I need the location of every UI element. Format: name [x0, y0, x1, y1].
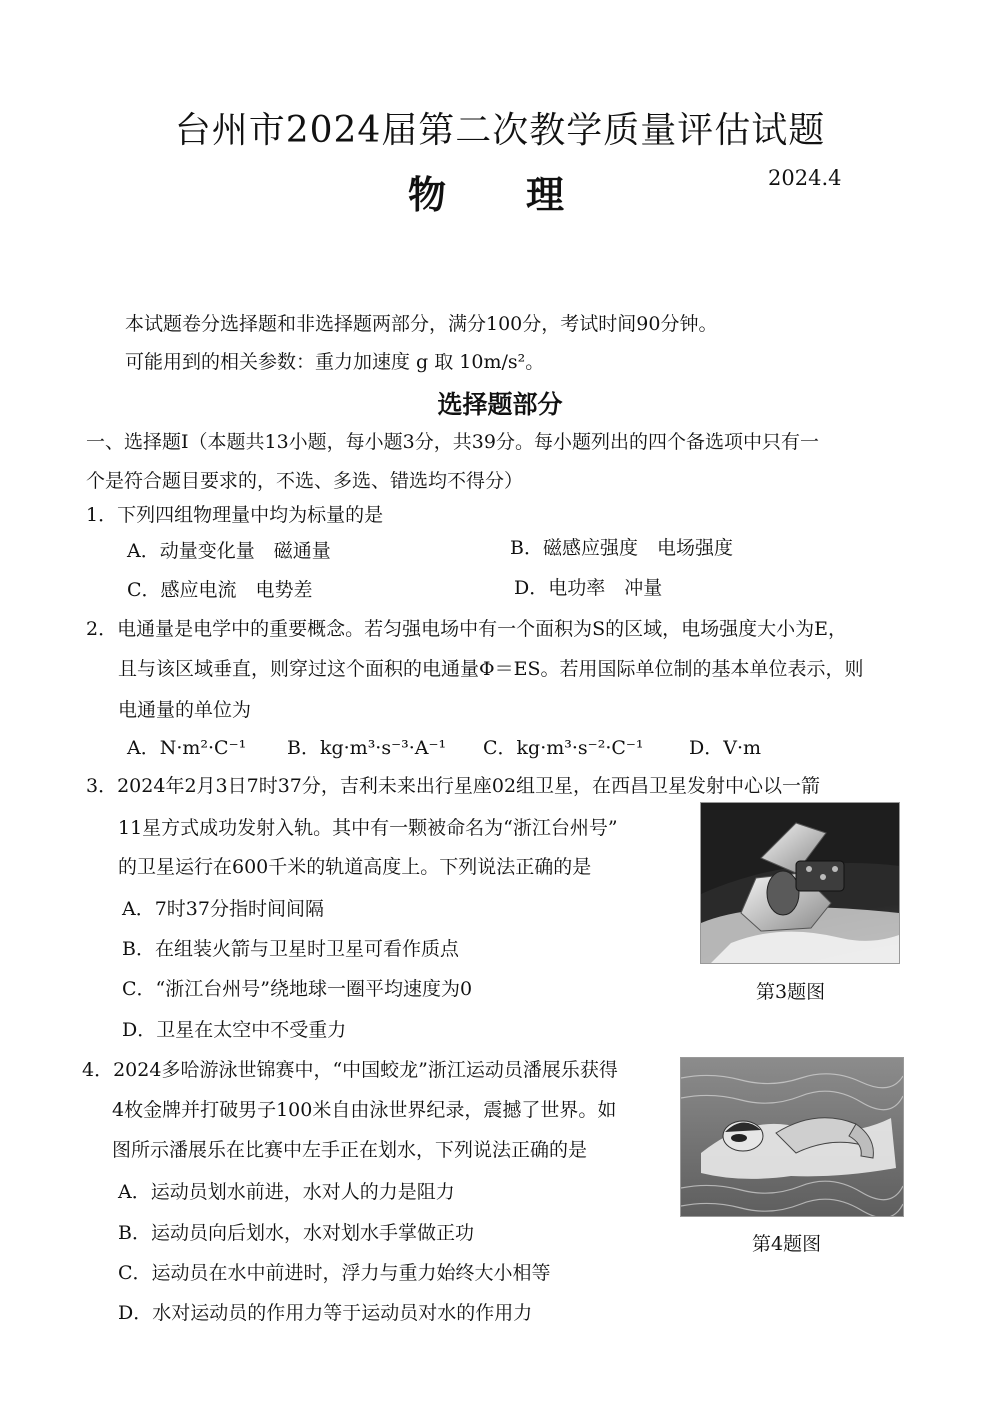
q1-stem: 1．下列四组物理量中均为标量的是 [86, 504, 384, 526]
q1-option-d: D．电功率 冲量 [514, 577, 663, 599]
part-heading-line-1: 一、选择题Ⅰ（本题共13小题，每小题3分，共39分。每小题列出的四个备选项中只有一 [86, 431, 819, 453]
q3-option-d: D．卫星在太空中不受重力 [122, 1019, 347, 1041]
subject-title [408, 164, 564, 219]
q4-figure-caption: 第4题图 [752, 1233, 822, 1255]
q3-option-b: B．在组装火箭与卫星时卫星可看作质点 [122, 938, 459, 960]
part-heading-line-2: 个是符合题目要求的，不选、多选、错选均不得分） [86, 470, 524, 492]
q3-satellite-figure [700, 802, 900, 964]
section-title: 选择题部分 [437, 390, 563, 419]
q2-stem-line-2: 且与该区域垂直，则穿过这个面积的电通量Φ＝ES。若用国际单位制的基本单位表示，则 [118, 658, 864, 680]
q3-option-c: C．“浙江台州号”绕地球一圈平均速度为0 [122, 978, 473, 1000]
q3-stem-line-1: 3．2024年2月3日7时37分，吉利未来出行星座02组卫星，在西昌卫星发射中心以一箭 [86, 775, 821, 797]
q1-option-c: C．感应电流 电势差 [127, 579, 313, 601]
q3-option-a: A．7时37分指时间间隔 [122, 898, 324, 920]
intro-line-1: 本试题卷分选择题和非选择题两部分，满分100分，考试时间90分钟。 [125, 313, 718, 335]
q2-stem-line-1: 2．电通量是电学中的重要概念。若匀强电场中有一个面积为S的区域，电场强度大小为E， [86, 618, 847, 640]
exam-date: 2024.4 [768, 166, 842, 190]
q4-option-b: B．运动员向后划水，水对划水手掌做正功 [118, 1222, 474, 1244]
swimmer-image [681, 1058, 903, 1216]
intro-line-2: 可能用到的相关参数：重力加速度 g 取 10m/s²。 [125, 351, 545, 373]
q1-option-b: B．磁感应强度 电场强度 [510, 537, 733, 559]
q4-option-c: C．运动员在水中前进时，浮力与重力始终大小相等 [118, 1262, 551, 1284]
q3-stem-line-2: 11星方式成功发射入轨。其中有一颗被命名为“浙江台州号” [118, 817, 618, 839]
q2-option-d: D．V·m [689, 737, 762, 759]
q1-option-a: A．动量变化量 磁通量 [127, 540, 331, 562]
q2-option-c: C．kg·m³·s⁻²·C⁻¹ [483, 737, 644, 759]
q2-option-a: A．N·m²·C⁻¹ [127, 737, 247, 759]
q2-stem-line-3: 电通量的单位为 [118, 699, 252, 721]
q4-stem-line-1: 4．2024多哈游泳世锦赛中，“中国蛟龙”浙江运动员潘展乐获得 [82, 1059, 618, 1081]
q4-swimmer-figure [680, 1057, 904, 1217]
satellite-image [701, 803, 899, 963]
subject-char-1: 物 [408, 173, 447, 217]
q4-option-d: D．水对运动员的作用力等于运动员对水的作用力 [118, 1302, 533, 1324]
q3-stem-line-3: 的卫星运行在600千米的轨道高度上。下列说法正确的是 [118, 856, 592, 878]
q2-option-b: B．kg·m³·s⁻³·A⁻¹ [287, 737, 447, 759]
q4-option-a: A．运动员划水前进，水对人的力是阻力 [118, 1181, 455, 1203]
exam-title: 台州市2024届第二次教学质量评估试题 [174, 110, 826, 151]
q4-stem-line-3: 图所示潘展乐在比赛中左手正在划水，下列说法正确的是 [112, 1139, 588, 1161]
q4-stem-line-2: 4枚金牌并打破男子100米自由泳世界纪录，震撼了世界。如 [112, 1099, 617, 1121]
subject-char-2: 理 [526, 173, 565, 217]
q3-figure-caption: 第3题图 [756, 981, 826, 1003]
